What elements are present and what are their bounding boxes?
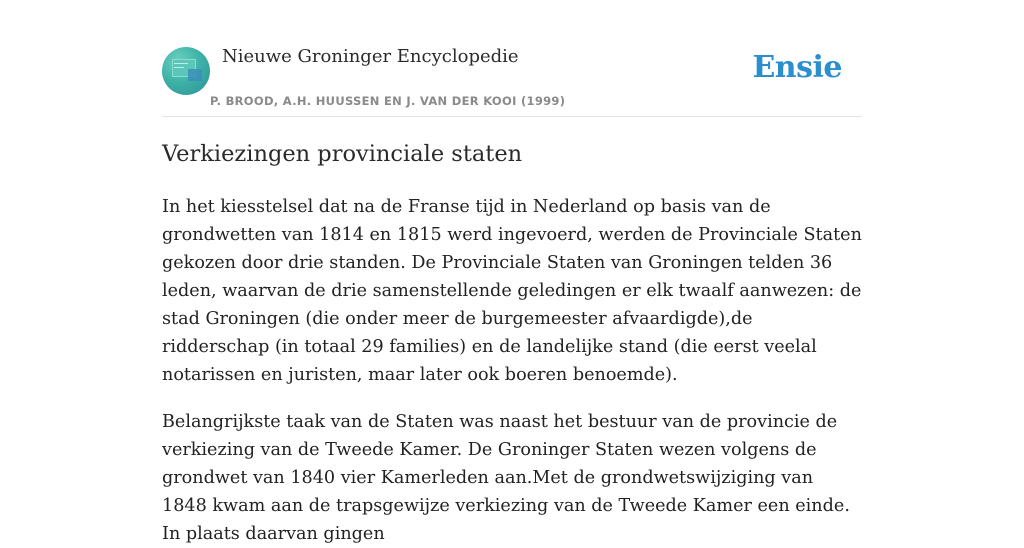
article-paragraph: In het kiesstelsel dat na de Franse tijd in Nederland op basis van de grondwetten van 1814 en 1815 werd ingevoerd, werden de Provinciale Staten gekozen door drie standen. De Provinciale Staten van Groningen telden 36 leden, waarvan de drie samenstellende geledingen er elk twaalf aanwezen: de stad Groningen (die onder meer de burgemeester afvaardigde),de ridderschap (in totaal 29 families) en de landelijke stand (die eerst veelal notarissen en juristen, maar later ook boeren benoemde). (162, 197, 862, 385)
book-title[interactable]: Nieuwe Groninger Encyclopedie (222, 46, 519, 67)
cover-line (174, 67, 184, 68)
book-authors: P. BROOD, A.H. HUUSSEN EN J. VAN DER KOOI (1999) (210, 94, 566, 108)
article-title: Verkiezingen provinciale staten (162, 141, 523, 167)
article-paragraph: Belangrijkste taak van de Staten was naast het bestuur van de provincie de verkiezing van de Tweede Kamer. De Groninger Staten wezen volgens de grondwet van 1840 vier Kamerleden aan.Met de grondwetswijziging van 1848 kwam aan de trapsgewijze verkiezing van de Tweede Kamer een einde. In plaats daarvan gingen (162, 412, 850, 544)
page (162, 0, 862, 544)
cover-block (188, 69, 202, 81)
ensie-logo[interactable]: Ensie (752, 50, 842, 85)
cover-line (174, 63, 188, 64)
book-cover-icon[interactable] (162, 47, 210, 95)
header (162, 0, 862, 117)
